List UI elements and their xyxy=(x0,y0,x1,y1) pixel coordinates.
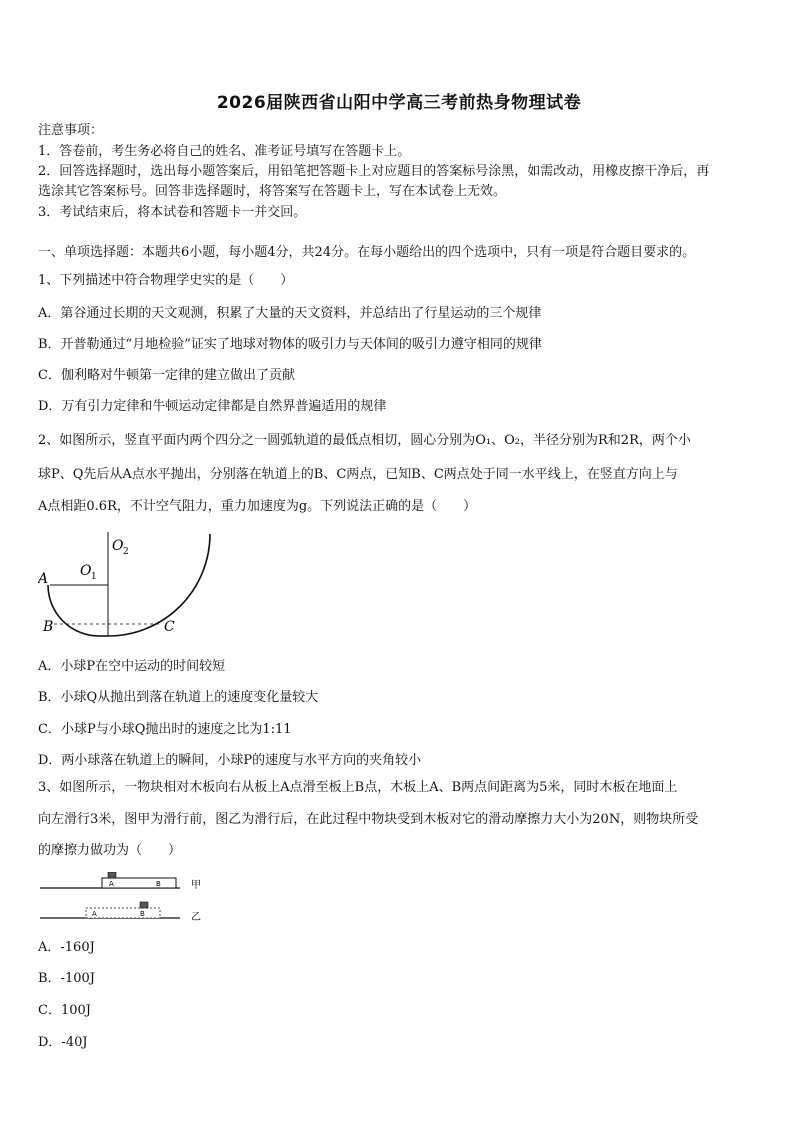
exam-title: 2026届陕西省山阳中学高三考前热身物理试卷 xyxy=(216,93,582,113)
block-yi xyxy=(140,902,148,908)
q1-option-a[interactable]: A．第谷通过长期的天文观测，积累了大量的天文资料，并总结出了行星运动的三个规律 xyxy=(38,306,542,321)
notice-item-1: 1．答卷前，考生务必将自己的姓名、准考证号填写在答题卡上。 xyxy=(38,144,411,159)
figure-label-jia: 甲 xyxy=(191,880,201,891)
q2-stem-line-2: 球P、Q先后从A点水平抛出，分别落在轨道上的B、C两点，已知B、C两点处于同一水平线上，在竖直方向上与 xyxy=(38,467,678,482)
q3-option-b[interactable]: B．-100J xyxy=(38,971,95,986)
board-jia-label-b: B xyxy=(156,880,161,888)
board-yi xyxy=(86,908,160,918)
q3-option-a[interactable]: A．-160J xyxy=(38,940,95,955)
q3-board-diagram xyxy=(40,872,205,924)
board-yi-label-b: B xyxy=(140,910,145,918)
label-c: C xyxy=(164,619,175,635)
q2-option-d[interactable]: D．两小球落在轨道上的瞬间，小球P的速度与水平方向的夹角较小 xyxy=(38,753,422,768)
board-yi-label-a: A xyxy=(92,910,97,918)
notice-heading: 注意事项： xyxy=(38,123,104,138)
q2-arc-diagram xyxy=(38,528,218,646)
q3-option-d[interactable]: D．-40J xyxy=(38,1035,88,1050)
q1-option-c[interactable]: C．伽利略对牛顿第一定律的建立做出了贡献 xyxy=(38,368,295,383)
label-o1: O xyxy=(80,563,92,579)
figure-label-yi: 乙 xyxy=(191,912,201,923)
q2-option-b[interactable]: B．小球Q从抛出到落在轨道上的速度变化量较大 xyxy=(38,690,319,705)
q1-option-b[interactable]: B．开普勒通过“月地检验”证实了地球对物体的吸引力与天体间的吸引力遵守相同的规律 xyxy=(38,337,542,352)
small-arc-track xyxy=(48,585,99,636)
q2-option-c[interactable]: C．小球P与小球Q抛出时的速度之比为1:11 xyxy=(38,722,292,737)
label-o2: O xyxy=(112,538,124,554)
notice-item-2: 2．回答选择题时，选出每小题答案后，用铅笔把答题卡上对应题目的答案标号涂黑，如需改动，用橡皮擦干净后，再 xyxy=(38,164,710,179)
board-jia-label-a: A xyxy=(109,880,114,888)
label-b: B xyxy=(43,619,54,635)
block-jia xyxy=(108,872,116,878)
label-o1-sub: 1 xyxy=(91,572,97,582)
q2-stem-line-3: A点相距0.6R，不计空气阻力，重力加速度为g。下列说法正确的是（ ） xyxy=(38,499,477,514)
q3-option-c[interactable]: C．100J xyxy=(38,1003,91,1018)
q3-stem-line-3: 的摩擦力做功为（ ） xyxy=(38,843,182,858)
q3-stem-line-2: 向左滑行3米，图甲为滑行前，图乙为滑行后，在此过程中物块受到木板对它的滑动摩擦力大小为20N，则物块所受 xyxy=(38,812,699,827)
label-a: A xyxy=(38,571,49,587)
q1-option-d[interactable]: D．万有引力定律和牛顿运动定律都是自然界普遍适用的规律 xyxy=(38,399,387,414)
section-heading: 一、单项选择题：本题共6小题，每小题4分，共24分。在每小题给出的四个选项中，只有一项是符合题目要求的。 xyxy=(38,245,696,260)
q1-stem: 1、下列描述中符合物理学史实的是（ ） xyxy=(38,273,294,288)
label-o2-sub: 2 xyxy=(123,547,129,557)
notice-item-3: 3．考试结束后，将本试卷和答题卡一并交回。 xyxy=(38,205,307,220)
q2-option-a[interactable]: A．小球P在空中运动的时间较短 xyxy=(38,659,226,674)
q2-stem-line-1: 2、如图所示，竖直平面内两个四分之一圆弧轨道的最低点相切，圆心分别为O₁、O₂，半径分别为R和2R，两个小 xyxy=(38,433,691,448)
q3-stem-line-1: 3、如图所示，一物块相对木板向右从板上A点滑至板上B点，木板上A、B两点间距离为5米，同时木板在地面上 xyxy=(38,780,678,795)
notice-item-2-cont: 选涂其它答案标号。回答非选择题时，将答案写在答题卡上，写在本试卷上无效。 xyxy=(38,184,507,199)
